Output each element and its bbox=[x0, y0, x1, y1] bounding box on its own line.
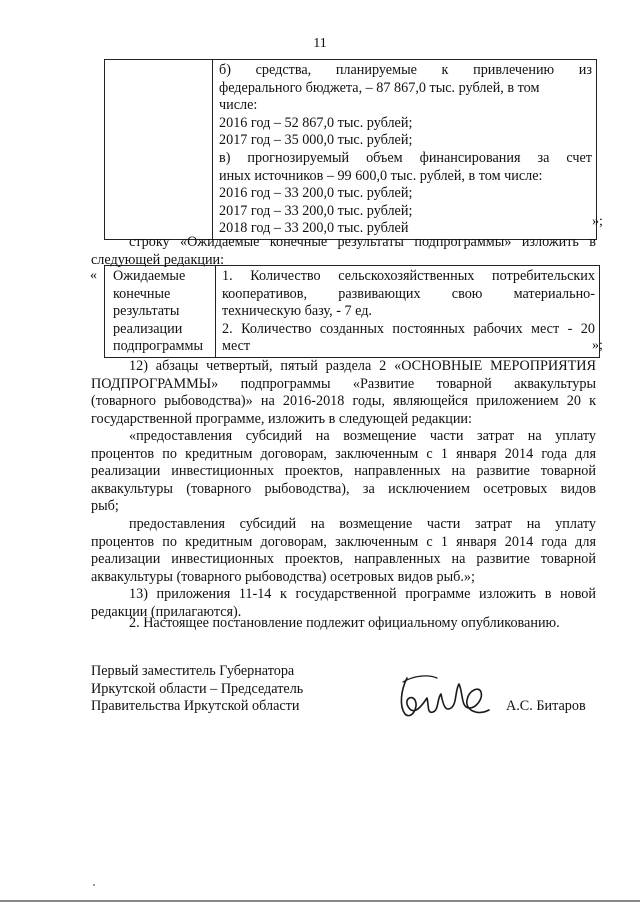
paragraph-line: процентов по кредитным договорам, заключенным с 1 января 2014 года для bbox=[91, 445, 596, 462]
paragraph-line: государственной программе, изложить в следующей редакции: bbox=[91, 410, 472, 427]
paragraph-line: аквакультуры (товарного рыбоводства), за исключением осетровых видов bbox=[91, 480, 596, 497]
paragraph-line: реализации инвестиционных проектов, направленных на развитие товарной bbox=[91, 551, 596, 568]
result-line: 2. Количество созданных постоянных рабочих мест - 20 bbox=[222, 320, 595, 337]
funding-table-label-cell bbox=[105, 60, 213, 240]
paragraph-12 bbox=[91, 358, 596, 428]
funding-line: 2018 год – 33 200,0 тыс. рублей bbox=[219, 220, 409, 237]
quoted-paragraph-1 bbox=[91, 428, 596, 516]
paragraph-line: «предоставления субсидий на возмещение части затрат на уплату bbox=[129, 428, 596, 444]
funding-line: иных источников – 99 600,0 тыс. рублей, в том числе: bbox=[219, 167, 543, 184]
funding-table-content-cell bbox=[213, 60, 597, 240]
paragraph-line: (товарного рыбоводства)» на 2016-2018 годы, являющейся приложением 20 к bbox=[91, 393, 596, 410]
expected-results-content-cell bbox=[216, 266, 600, 358]
table1-closing-quote: »; bbox=[592, 214, 603, 229]
paragraph-line: строку «Ожидаемые конечные результаты подпрограммы» изложить в bbox=[129, 234, 596, 250]
signatory-title-line: Первый заместитель Губернатора bbox=[91, 663, 295, 679]
page-bottom-edge bbox=[0, 900, 640, 902]
label-line: результаты bbox=[113, 303, 180, 320]
paragraph-line: 13) приложения 11-14 к государственной программе изложить в новой bbox=[129, 586, 596, 602]
paragraph-line: редакции (прилагаются). bbox=[91, 603, 242, 620]
result-line: кооперативов, развивающих свою материально- bbox=[222, 285, 595, 302]
paragraph-line: реализации инвестиционных проектов, направленных на развитие товарной bbox=[91, 463, 596, 480]
result-line: техническую базу, - 7 ед. bbox=[222, 303, 372, 320]
paragraph-line: ПОДПРОГРАММЫ» подпрограммы «Развитие товарной аквакультуры bbox=[91, 375, 596, 392]
expected-results-label-cell bbox=[105, 266, 216, 358]
funding-table bbox=[104, 59, 597, 240]
expected-results-table bbox=[104, 265, 600, 358]
paragraph-line: аквакультуры (товарного рыбоводства) осетровых видов рыб.»; bbox=[91, 568, 475, 585]
quoted-paragraph-2 bbox=[91, 516, 596, 586]
paragraph-line: предоставления субсидий на возмещение части затрат на уплату bbox=[129, 516, 596, 532]
table2-open-quote: « bbox=[90, 268, 97, 283]
signatory-title bbox=[91, 663, 303, 716]
paragraph-line: рыб; bbox=[91, 498, 119, 515]
page-number: 11 bbox=[313, 36, 327, 51]
label-line: подпрограммы bbox=[113, 338, 203, 355]
paragraph-2 bbox=[91, 615, 596, 633]
handwritten-signature bbox=[393, 668, 493, 724]
paragraph-line: процентов по кредитным договорам, заключенным с 1 января 2014 года для bbox=[91, 533, 596, 550]
funding-line: федерального бюджета, – 87 867,0 тыс. рублей, в том bbox=[219, 79, 540, 96]
paragraph-line: 2. Настоящее постановление подлежит официальному опубликованию. bbox=[129, 615, 560, 631]
label-line: конечные bbox=[113, 285, 171, 302]
signatory-name: А.С. Битаров bbox=[506, 698, 586, 714]
paragraph-line: 12) абзацы четвертый, пятый раздела 2 «ОСНОВНЫЕ МЕРОПРИЯТИЯ bbox=[129, 358, 596, 374]
label-line: Ожидаемые bbox=[113, 268, 186, 284]
funding-line: 2016 год – 33 200,0 тыс. рублей; bbox=[219, 185, 413, 202]
label-line: реализации bbox=[113, 320, 183, 337]
table2-closing-quote: »; bbox=[592, 338, 603, 353]
funding-line: 2017 год – 33 200,0 тыс. рублей; bbox=[219, 202, 413, 219]
paragraph-line: следующей редакции: bbox=[91, 251, 225, 268]
signatory-title-line: Правительства Иркутской области bbox=[91, 698, 300, 715]
signatory-title-line: Иркутской области – Председатель bbox=[91, 680, 304, 697]
funding-line: 2017 год – 35 000,0 тыс. рублей; bbox=[219, 132, 413, 149]
funding-line: б) средства, планируемые к привлечению из bbox=[219, 62, 592, 78]
result-line: мест bbox=[222, 338, 251, 355]
expected-results-paragraph bbox=[91, 234, 596, 269]
scan-dot bbox=[93, 884, 95, 886]
funding-line: 2016 год – 52 867,0 тыс. рублей; bbox=[219, 114, 413, 131]
funding-line: в) прогнозируемый объем финансирования за счет bbox=[219, 149, 592, 166]
funding-line: числе: bbox=[219, 97, 258, 114]
result-line: 1. Количество сельскохозяйственных потребительских bbox=[222, 268, 595, 284]
